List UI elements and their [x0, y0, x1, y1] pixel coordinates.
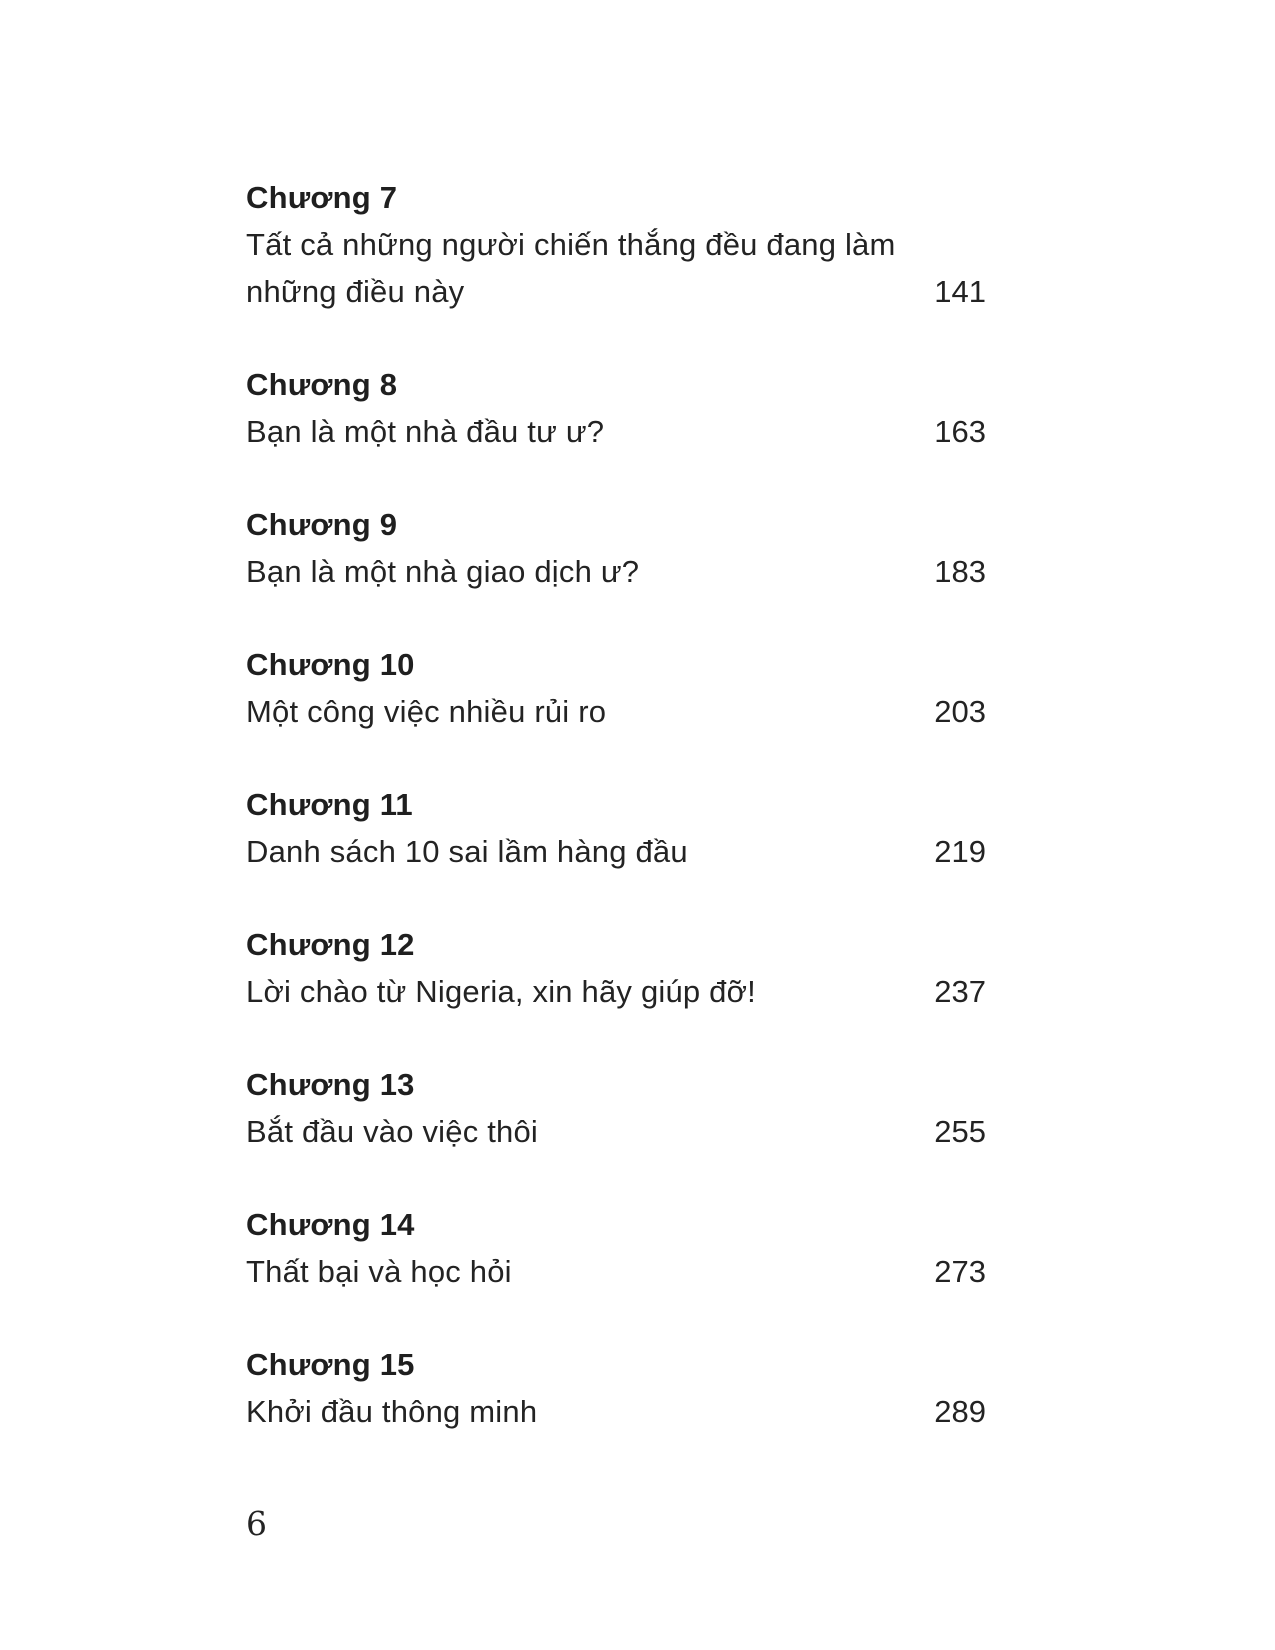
chapter-title [246, 408, 604, 455]
chapter-heading: Chương 12 [246, 927, 415, 962]
chapter-title [246, 688, 606, 735]
chapter-title [246, 828, 688, 875]
chapter-heading: Chương 14 [246, 1207, 415, 1242]
chapter-heading: Chương 10 [246, 647, 415, 682]
chapter-heading: Chương 9 [246, 507, 398, 542]
toc-entry [246, 921, 986, 1015]
chapter-page-number: 203 [934, 694, 986, 729]
chapter-page-number: 163 [934, 414, 986, 449]
toc-entry [246, 174, 986, 315]
chapter-heading: Chương 13 [246, 1067, 415, 1102]
chapter-heading: Chương 11 [246, 787, 413, 822]
folio-page-number: 6 [246, 1504, 267, 1543]
chapter-page-number: 289 [934, 1394, 986, 1429]
toc-entry [246, 641, 986, 735]
chapter-page-number: 141 [934, 274, 986, 309]
chapter-page-number: 183 [934, 554, 986, 589]
chapter-title-line: Danh sách 10 sai lầm hàng đầu [246, 834, 688, 869]
chapter-title-row [246, 688, 986, 735]
toc-entry [246, 1201, 986, 1295]
chapter-title-row [246, 1108, 986, 1155]
chapter-title-line: Bắt đầu vào việc thôi [246, 1114, 538, 1149]
chapter-page-number: 255 [934, 1114, 986, 1149]
chapter-title-row [246, 1248, 986, 1295]
chapter-heading: Chương 15 [246, 1347, 415, 1382]
chapter-title [246, 1388, 537, 1435]
chapter-page-number: 273 [934, 1254, 986, 1289]
chapter-page-number: 219 [934, 834, 986, 869]
chapter-title-line: những điều này [246, 274, 465, 309]
chapter-title-line: Một công việc nhiều rủi ro [246, 694, 607, 729]
chapter-title [246, 548, 639, 595]
chapter-title-row [246, 221, 986, 315]
chapter-title-row [246, 1388, 986, 1435]
chapter-title-row [246, 408, 986, 455]
toc-entry [246, 1061, 986, 1155]
chapter-title-line: Khởi đầu thông minh [246, 1394, 538, 1429]
toc-entry [246, 361, 986, 455]
chapter-heading: Chương 8 [246, 367, 398, 402]
chapter-title-line: Lời chào từ Nigeria, xin hãy giúp đỡ! [246, 974, 756, 1009]
chapter-title-row [246, 828, 986, 875]
chapter-title-line: Bạn là một nhà giao dịch ư? [246, 554, 640, 589]
toc-entry [246, 781, 986, 875]
toc-entry [246, 1341, 986, 1435]
chapter-title-line: Thất bại và học hỏi [246, 1254, 512, 1289]
chapter-title-line: Tất cả những người chiến thắng đều đang làm [246, 227, 896, 262]
chapter-heading: Chương 7 [246, 180, 398, 215]
table-of-contents [246, 174, 986, 1481]
chapter-title [246, 1108, 538, 1155]
chapter-title-row [246, 548, 986, 595]
toc-entry [246, 501, 986, 595]
chapter-page-number: 237 [934, 974, 986, 1009]
chapter-title [246, 968, 756, 1015]
chapter-title [246, 221, 896, 315]
chapter-title-row [246, 968, 986, 1015]
chapter-title-line: Bạn là một nhà đầu tư ư? [246, 414, 605, 449]
chapter-title [246, 1248, 512, 1295]
